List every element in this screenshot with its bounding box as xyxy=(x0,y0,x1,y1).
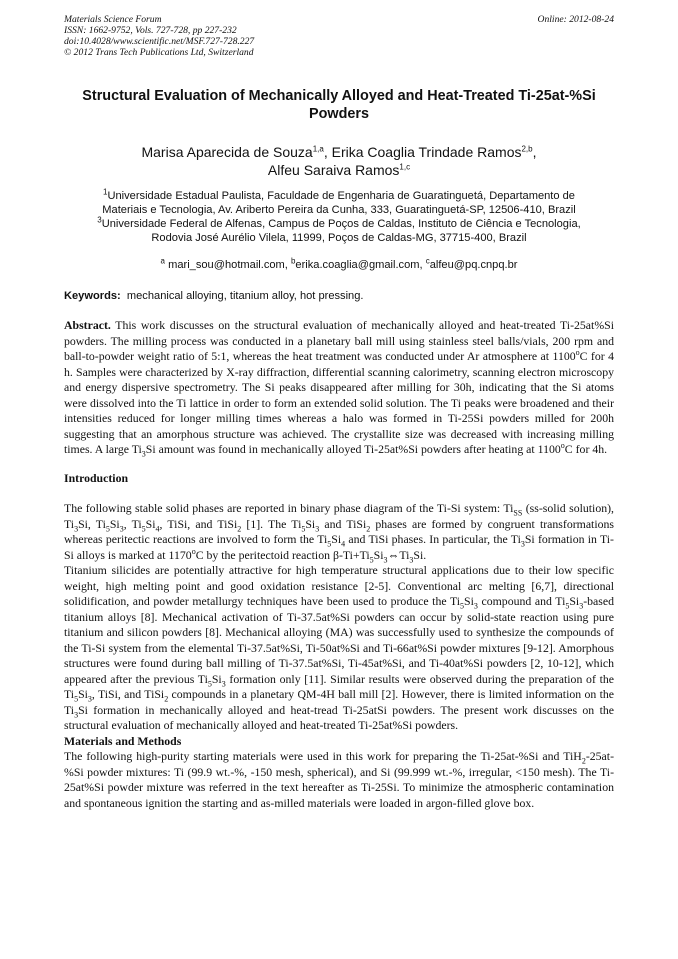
author-name: Marisa Aparecida de Souza xyxy=(141,144,313,160)
text-run: phases are formed by congruent transformations whereas peritectic reactions are involved to form the Ti xyxy=(64,516,614,546)
subscript: 5 xyxy=(369,554,374,564)
email-link[interactable]: alfeu@pq.cnpq.br xyxy=(429,259,518,271)
subscript: 3 xyxy=(141,449,146,459)
subscript: 3 xyxy=(579,601,584,611)
copyright-line: © 2012 Trans Tech Publications Ltd, Switzerland xyxy=(64,47,254,58)
intro-paragraph-2 xyxy=(64,563,614,734)
author-superscript: 1,c xyxy=(399,162,411,172)
subscript: 2 xyxy=(164,694,169,704)
text-run: Si xyxy=(145,516,156,531)
text-run: C by the peritectoid reaction β-Ti+Ti xyxy=(195,547,370,562)
subscript: 3 xyxy=(221,678,226,688)
subscript: 3 xyxy=(520,539,525,549)
degree-mark: o xyxy=(560,441,565,451)
subscript: 5 xyxy=(141,523,146,533)
email-superscript: a xyxy=(160,256,165,266)
text-run: Si formation in Ti-Si alloys is marked at 1170 xyxy=(64,532,614,562)
text-run: Titanium silicides are potentially attractive for high temperature structural applications due to their low specific weight, high melting point and good oxidation resistance [2-5]. Conventional arc melting [6,7], directional solidification, and powder metallurgy techniques have been used to produce the Ti xyxy=(64,563,614,608)
text-run: [1]. The Ti xyxy=(241,516,302,531)
subscript: 4 xyxy=(341,539,346,549)
subscript: 5 xyxy=(301,523,306,533)
subscript: 3 xyxy=(409,554,414,564)
subscript: 4 xyxy=(155,523,160,533)
subscript: 3 xyxy=(315,523,320,533)
text-run: The following stable solid phases are reported in binary phase diagram of the Ti-Si system: Ti xyxy=(64,501,514,515)
affiliations xyxy=(64,189,614,245)
text-run: Si xyxy=(109,516,120,531)
methods-paragraph-1 xyxy=(64,749,614,811)
text-run: , TiSi, and TiSi xyxy=(91,687,165,701)
text-run: Si, Ti xyxy=(78,516,106,531)
text-run: formation only [11]. Similar results were observed during the preparation of the Ti xyxy=(64,671,614,701)
text-run: , TiSi, and TiSi xyxy=(159,516,238,531)
text-run: -25at-%Si powder mixtures: Ti (99.9 wt.-%, -150 mesh, spherical), and Si (99.999 wt.-%, irregular, <150 mesh). The Ti-25at%Si powder mixture was referred in the text hereafter as Ti-25Si. To minimize the atmospheric contamination and spontaneous ignition the starting and as-milled materials were loaded in argon-filled glove box. xyxy=(64,749,614,810)
email-superscript: c xyxy=(425,256,430,266)
text-run: and TiSi xyxy=(319,516,367,531)
degree-mark: o xyxy=(575,348,580,358)
subscript: 3 xyxy=(473,601,478,611)
subscript: 3 xyxy=(74,523,79,533)
subscript: SS xyxy=(513,508,523,518)
subscript: 5 xyxy=(460,601,465,611)
affiliation-line: Materiais e Tecnologia, Av. Ariberto Pereira da Cunha, 333, Guaratinguetá-SP, 12506-410, Brazil xyxy=(102,204,576,216)
issn-line: ISSN: 1662-9752, Vols. 727-728, pp 227-232 xyxy=(64,25,237,36)
text-run: Si xyxy=(78,687,88,701)
affiliation-superscript: 3 xyxy=(97,215,102,225)
subscript: 2 xyxy=(237,523,242,533)
keywords-text: mechanical alloying, titanium alloy, hot pressing. xyxy=(126,290,364,302)
text-run: Si formation in mechanically alloyed and heat-tread Ti-25atSi powders. The present work discusses on the structural evaluation of mechanically alloyed and heat-treated Ti-25at%Si powders. xyxy=(64,702,614,732)
author-name: Alfeu Saraiva Ramos xyxy=(267,162,400,178)
subscript: 5 xyxy=(207,678,212,688)
abstract-text: C for 4h. xyxy=(564,442,608,456)
subscript: 3 xyxy=(87,694,92,704)
paper-title: Structural Evaluation of Mechanically Alloyed and Heat-Treated Ti-25at-%Si Powders xyxy=(82,88,596,122)
text-run: compound and Ti xyxy=(477,594,566,608)
affiliation-line: Universidade Federal de Alfenas, Campus de Poços de Caldas, Instituto de Ciência e Tecnologia, xyxy=(101,218,581,230)
text-run: Si xyxy=(211,671,222,686)
text-run: Si xyxy=(569,594,580,608)
subscript: 3 xyxy=(119,523,124,533)
intro-paragraph-1 xyxy=(64,501,614,563)
text-run: The following high-purity starting materials were used in this work for preparing the Ti-25at-%Si and TiH xyxy=(64,749,582,763)
subscript: 2 xyxy=(366,523,371,533)
subscript: 5 xyxy=(327,539,332,549)
affiliation-superscript: 1 xyxy=(103,187,108,197)
journal-header xyxy=(64,14,614,58)
subscript: 5 xyxy=(74,694,79,704)
abstract xyxy=(64,318,614,458)
affiliation-line: Rodovia José Aurélio Vilela, 11999, Poços de Caldas-MG, 37715-400, Brazil xyxy=(151,232,527,244)
journal-name: Materials Science Forum xyxy=(64,14,162,25)
section-heading-methods: Materials and Methods xyxy=(64,733,182,748)
text-run: Si xyxy=(464,594,474,608)
email-superscript: b xyxy=(290,256,296,266)
author-name: Erika Coaglia Trindade Ramos xyxy=(331,144,522,160)
doi-line: doi:10.4028/www.scientific.net/MSF.727-728.227 xyxy=(64,36,255,47)
author-superscript: 1,a xyxy=(312,144,324,154)
subscript: 2 xyxy=(581,756,586,766)
affiliation-line: Universidade Estadual Paulista, Faculdade de Engenharia de Guaratinguetá, Departamento de xyxy=(107,190,575,202)
text-run: , Ti xyxy=(123,516,142,531)
email-link[interactable]: erika.coaglia@gmail.com, xyxy=(295,259,423,271)
keywords xyxy=(64,289,614,303)
text-run: Si. xyxy=(413,547,427,562)
abstract-text: This work discusses on the structural evaluation of mechanically alloyed and heat-treated Ti-25at%Si powders. The milling process was conducted in a planetary ball mill using stainless steel balls/vials, 200 rpm and ball-to-powder weight ratio of 5:1, whereas the heat treatment was conducted under Ar atmosphere at 1100 xyxy=(64,318,614,363)
author-list: Marisa Aparecida de Souza$^{1,a}$, Erika Coaglia Trindade Ramos$^{2,b}$, Alfeu Saraiva Ramos$^{1,c}$ xyxy=(141,144,537,178)
online-date: Online: 2012-08-24 xyxy=(537,14,614,25)
subscript: 5 xyxy=(105,523,110,533)
text-run: Si xyxy=(373,547,384,562)
email-list xyxy=(64,258,614,272)
text-run: Si xyxy=(331,532,342,546)
subscript: 3 xyxy=(383,554,388,564)
text-run: (ss-solid solution), Ti xyxy=(64,501,615,531)
text-run: ⇔Ti xyxy=(387,547,410,562)
text-run: -based titanium alloys [8]. Mechanical activation of Ti-37.5at%Si powders can occur by solid-state reaction using pure titanium and silicon powders [8]. Mechanical alloying (MA) was successfully used to synthesize the compounds of the Ti-Si system from the elemental Ti-37.5at%Si, Ti-50at%Si and Ti-66at%Si powder mixtures [9-12]. Amorphous structures were found during ball milling of Ti-37.5at%Si, Ti-45at%Si, and Ti-40at%Si powders [2, 10-12], which appeared after the previous Ti xyxy=(64,594,614,686)
text-run: and TiSi phases. In particular, the Ti xyxy=(345,532,521,546)
abstract-text: C for 4 h. Samples were characterized by X-ray diffraction, differential scanning calorimetry, scanning electron microscopy and energy dispersive spectrometry. The Si peaks disappeared after milling for 30h, indicating that the Si atoms were dissolved into the Ti lattice in order to form an extended solid solution. The Ti peaks were broadened and their intensities reduced for longer milling times whereas a halo was formed in Ti-25Si powders milled for 200h suggesting that an amorphous structure was achieved. The crystallite size was decreased with increasing milling times. A large Ti xyxy=(64,349,614,456)
subscript: 5 xyxy=(565,601,570,611)
degree-mark: o xyxy=(191,546,196,556)
section-heading-introduction: Introduction xyxy=(64,470,129,485)
text-run: compounds in a planetary QM-4H ball mill [2]. However, there is limited information on the Ti xyxy=(64,687,615,717)
abstract-label: Abstract. xyxy=(64,318,111,332)
email-link[interactable]: mari_sou@hotmail.com, xyxy=(168,259,288,271)
keywords-label: Keywords: xyxy=(64,290,121,302)
abstract-text: Si amount was found in mechanically alloyed Ti-25at%Si powders after heating at 1100 xyxy=(145,442,561,456)
author-superscript: 2,b xyxy=(521,144,533,154)
subscript: 3 xyxy=(74,709,79,719)
text-run: Si xyxy=(305,516,316,531)
